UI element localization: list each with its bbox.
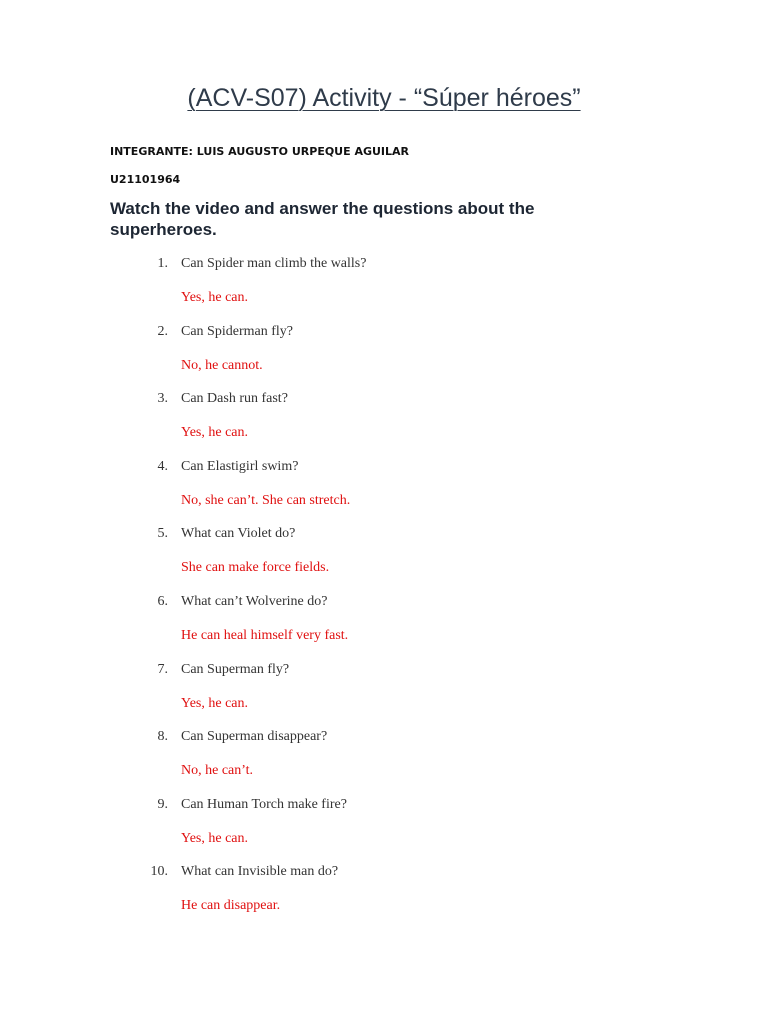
question-list xyxy=(0,256,768,932)
list-item xyxy=(0,391,768,459)
question-text: What can’t Wolverine do? xyxy=(181,593,328,609)
member-line: INTEGRANTE: LUIS AUGUSTO URPEQUE AGUILAR xyxy=(110,145,410,158)
question-text: Can Dash run fast? xyxy=(181,391,288,407)
answer-text: No, he cannot. xyxy=(181,357,263,373)
list-item xyxy=(0,459,768,527)
question-text: Can Spider man climb the walls? xyxy=(181,256,367,271)
question-text: What can Invisible man do? xyxy=(181,864,339,880)
question-text: Can Spiderman fly? xyxy=(181,323,293,339)
question-number: 2. xyxy=(157,323,168,339)
question-number: 3. xyxy=(157,391,168,407)
question-number: 5. xyxy=(157,526,168,542)
list-item xyxy=(0,526,768,594)
list-item xyxy=(0,594,768,662)
question-number: 6. xyxy=(157,593,168,609)
list-item xyxy=(0,864,768,932)
page-title: (ACV-S07) Activity - “Súper héroes” xyxy=(187,84,581,112)
question-text: Can Superman fly? xyxy=(181,661,290,677)
answer-text: Yes, he can. xyxy=(181,830,249,846)
question-number: 8. xyxy=(157,729,168,745)
answer-text: Yes, he can. xyxy=(181,425,249,441)
question-number: 9. xyxy=(157,796,168,812)
question-number: 4. xyxy=(157,458,168,474)
answer-text: She can make force fields. xyxy=(181,560,330,576)
list-item xyxy=(0,256,768,324)
question-number: 7. xyxy=(157,661,168,677)
answer-text: Yes, he can. xyxy=(181,290,249,305)
answer-text: No, she can’t. She can stretch. xyxy=(181,492,351,508)
question-number: 1. xyxy=(157,256,168,271)
student-code: U21101964 xyxy=(110,173,181,186)
answer-text: No, he can’t. xyxy=(181,763,254,779)
list-item xyxy=(0,662,768,730)
list-item xyxy=(0,729,768,797)
list-item xyxy=(0,797,768,865)
question-text: What can Violet do? xyxy=(181,526,296,542)
question-text: Can Human Torch make fire? xyxy=(181,796,347,812)
question-text: Can Superman disappear? xyxy=(181,729,328,745)
question-text: Can Elastigirl swim? xyxy=(181,458,299,474)
answer-text: Yes, he can. xyxy=(181,695,249,711)
list-item xyxy=(0,324,768,392)
answer-text: He can heal himself very fast. xyxy=(181,627,349,643)
question-number: 10. xyxy=(150,864,168,880)
answer-text: He can disappear. xyxy=(181,898,281,914)
instruction-text: Watch the video and answer the questions about the superheroes. xyxy=(110,199,535,239)
